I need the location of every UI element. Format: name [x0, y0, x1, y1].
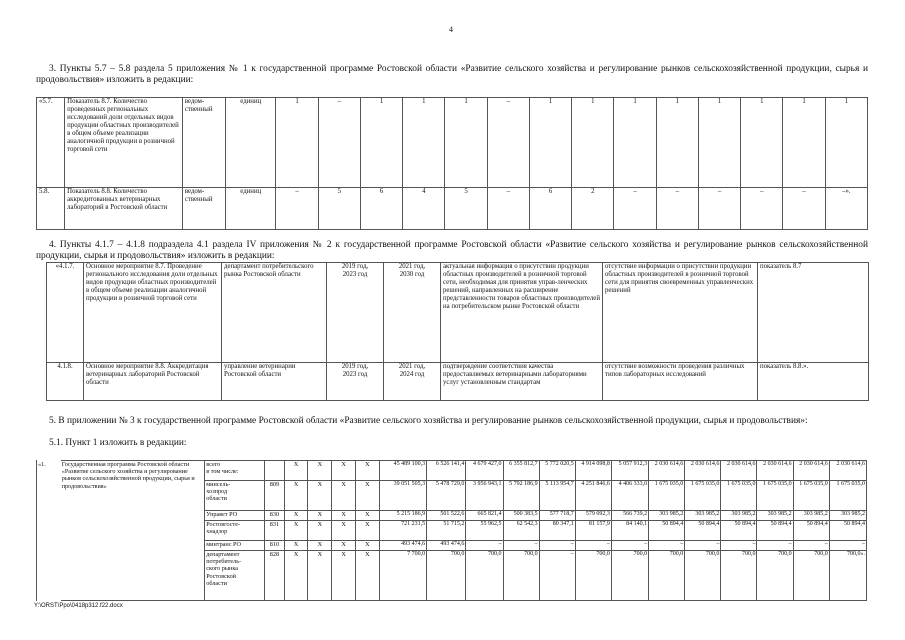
x-cell: X	[308, 481, 332, 511]
amount-cell: 2 030 614,6	[649, 461, 685, 481]
executor: управление ветеринарии Ростовской области	[222, 363, 327, 401]
code-cell: 828	[265, 551, 285, 601]
value-cell: 6	[529, 188, 571, 230]
x-cell: X	[355, 521, 379, 541]
table-row	[37, 98, 868, 188]
indicator-name: Показатель 8.7. Количество проведенных региональных исследований доли отдельных видов продукции областных производителей в общем объеме реализации аналогичной продукции в розничной торговой сети	[65, 98, 183, 188]
amount-cell: 700,0	[685, 551, 721, 601]
amount-cell: 303 985,2	[685, 511, 721, 521]
indicator-type: ведом- ственный	[182, 98, 225, 188]
x-cell: X	[332, 521, 356, 541]
amount-cell: 721 231,5	[379, 521, 426, 541]
row-number: «5.7.	[37, 98, 65, 188]
code-cell: 831	[265, 521, 285, 541]
amount-cell: 500 383,5	[503, 511, 539, 521]
value-cell: 1	[825, 98, 867, 188]
executor: Управет РО	[205, 511, 265, 521]
resources-table	[36, 460, 867, 601]
amount-cell: 39 051 505,3	[379, 481, 426, 511]
code-cell	[265, 461, 285, 481]
event-name: Основное мероприятие 8.8. Аккредитация ветеринарных лабораторий Ростовской области	[84, 363, 222, 401]
value-cell: 1	[529, 98, 571, 188]
event-name: Основное мероприятие 8.7. Проведение регионального исследования доли отдельных видов продукции областных производителей в общем объеме реализации аналогичной продукции в розничной торговой сети	[84, 263, 222, 363]
amount-cell: 303 985,2	[721, 511, 757, 521]
value-cell: 5	[318, 188, 360, 230]
value-cell: –	[656, 188, 698, 230]
row-number: «4.1.7.	[47, 263, 84, 363]
value-cell: 1	[741, 98, 783, 188]
amount-cell: 4 251 846,6	[575, 481, 611, 511]
paragraph-5-1: 5.1. Пункт 1 изложить в редакции:	[49, 438, 187, 448]
amount-cell: 2 030 614,6	[829, 461, 866, 481]
amount-cell: 700,0	[427, 551, 466, 601]
amount-cell: 1 675 035,0	[829, 481, 866, 511]
amount-cell: 50 894,4	[829, 521, 866, 541]
amount-cell: 700,0».	[829, 551, 866, 601]
value-cell: –	[487, 98, 529, 188]
amount-cell: 84 140,1	[611, 521, 648, 541]
amount-cell: 700,0	[611, 551, 648, 601]
amount-cell: 50 894,4	[685, 521, 721, 541]
value-cell: 1	[783, 98, 825, 188]
amount-cell: 81 157,9	[575, 521, 611, 541]
amount-cell: 62 542,3	[503, 521, 539, 541]
amount-cell: 700,0	[575, 551, 611, 601]
row-number: «1.	[37, 461, 61, 601]
x-cell: X	[355, 551, 379, 601]
amount-cell: 5 792 186,9	[503, 481, 539, 511]
amount-cell: 1 675 035,0	[793, 481, 829, 511]
amount-cell: 303 985,2	[649, 511, 685, 521]
value-cell: 1	[403, 98, 445, 188]
amount-cell: 80 347,1	[539, 521, 575, 541]
amount-cell: 4 914 098,8	[575, 461, 611, 481]
amount-cell: –	[611, 541, 648, 551]
amount-cell: 45 489 100,3	[379, 461, 426, 481]
paragraph-3: 3. Пункты 5.7 – 5.8 раздела 5 приложения № 1 к государственной программе Ростовской области «Развитие сельского хозяйства и регулирование рынков сельскохозяйственной продукции, сырья и продовольствия» изложить в редакции:	[36, 64, 868, 85]
value-cell: 1	[572, 98, 614, 188]
x-cell: X	[355, 541, 379, 551]
indicators-table	[36, 97, 868, 230]
amount-cell: 700,0	[649, 551, 685, 601]
x-cell: X	[332, 481, 356, 511]
amount-cell: –	[757, 541, 793, 551]
value-cell: –».	[825, 188, 867, 230]
amount-cell: 700,0	[466, 551, 503, 601]
expected-result: актуальная информация о присутствии продукции областных производителей в розничной торговой сети, необходимая для принятия управ-ленческих решений, направленных на расширение представленности товаров областных производителей на потребительском рынке Ростовской области	[441, 263, 603, 363]
amount-cell: –	[466, 541, 503, 551]
code-cell: 830	[265, 511, 285, 521]
value-cell: –	[614, 188, 656, 230]
executor: минтранс РО	[205, 541, 265, 551]
amount-cell: 1 675 035,0	[649, 481, 685, 511]
amount-cell: 55 962,5	[466, 521, 503, 541]
amount-cell: 700,0	[721, 551, 757, 601]
value-cell: 1	[360, 98, 402, 188]
x-cell: X	[284, 461, 308, 481]
executor: департамент потребитель- ского рынка Ростовской области	[205, 551, 265, 601]
indicator-type: ведом- ственный	[182, 188, 225, 230]
amount-cell: 50 894,4	[721, 521, 757, 541]
amount-cell: –	[649, 541, 685, 551]
amount-cell: 50 894,4	[793, 521, 829, 541]
x-cell: X	[355, 511, 379, 521]
x-cell: X	[332, 541, 356, 551]
amount-cell: 6 355 812,7	[503, 461, 539, 481]
amount-cell: –	[793, 541, 829, 551]
table-row	[47, 263, 869, 363]
amount-cell: –	[575, 541, 611, 551]
x-cell: X	[308, 551, 332, 601]
amount-cell: 5 772 020,5	[539, 461, 575, 481]
amount-cell: 50 894,4	[757, 521, 793, 541]
table-row	[37, 461, 867, 481]
value-cell: –	[487, 188, 529, 230]
code-cell: 809	[265, 481, 285, 511]
amount-cell: 6 526 141,4	[427, 461, 466, 481]
amount-cell: 1 675 035,0	[685, 481, 721, 511]
table-row	[47, 363, 869, 401]
value-cell: 1	[656, 98, 698, 188]
x-cell: X	[308, 511, 332, 521]
value-cell: –	[276, 188, 318, 230]
x-cell: X	[332, 551, 356, 601]
amount-cell: 2 030 614,6	[757, 461, 793, 481]
value-cell: 1	[614, 98, 656, 188]
x-cell: X	[308, 541, 332, 551]
table-row	[37, 188, 868, 230]
end-year: 2021 год, 2030 год	[384, 263, 441, 363]
x-cell: X	[355, 481, 379, 511]
value-cell: 1	[698, 98, 740, 188]
x-cell: X	[284, 511, 308, 521]
start-year: 2019 год, 2023 год	[327, 363, 384, 401]
x-cell: X	[284, 481, 308, 511]
page-number: 4	[449, 25, 453, 34]
indicator-link: показатель 8.8.».	[758, 363, 869, 401]
amount-cell: –	[721, 541, 757, 551]
amount-cell: 493 474,6	[379, 541, 426, 551]
amount-cell: 4 406 333,0	[611, 481, 648, 511]
value-cell: 6	[360, 188, 402, 230]
file-path-footer: Y:\ORST\Ppo\0418p312.f22.docx	[34, 603, 123, 609]
amount-cell: 50 894,4	[649, 521, 685, 541]
amount-cell: –	[503, 541, 539, 551]
paragraph-4: 4. Пункты 4.1.7 – 4.1.8 подраздела 4.1 раздела IV приложения № 2 к государственной программе Ростовской области «Развитие сельского хозяйства и регулирование рынков сельскохозяйственной продукции, сырья и продовольствия» изложить в редакции:	[36, 240, 868, 261]
amount-cell: 2 030 614,6	[793, 461, 829, 481]
amount-cell: 3 956 943,1	[466, 481, 503, 511]
amount-cell: 566 739,2	[611, 511, 648, 521]
amount-cell: 4 679 427,0	[466, 461, 503, 481]
amount-cell: 579 092,3	[575, 511, 611, 521]
consequence: отсутствие информации о присутствии продукции областных производителей в розничной торговой сети для принятия своевременных управленческих решений	[603, 263, 758, 363]
x-cell: X	[332, 511, 356, 521]
amount-cell: 577 718,7	[539, 511, 575, 521]
amount-cell: 7 700,0	[379, 551, 426, 601]
amount-cell: –	[539, 541, 575, 551]
x-cell: X	[308, 461, 332, 481]
x-cell: X	[284, 551, 308, 601]
row-number: 5.8.	[37, 188, 65, 230]
amount-cell: –	[685, 541, 721, 551]
amount-cell: 51 715,2	[427, 521, 466, 541]
amount-cell: 2 030 614,6	[685, 461, 721, 481]
unit-cell: единиц	[226, 98, 276, 188]
value-cell: –	[698, 188, 740, 230]
amount-cell: 5 478 729,0	[427, 481, 466, 511]
amount-cell: 700,0	[503, 551, 539, 601]
amount-cell: 700,0	[757, 551, 793, 601]
indicator-name: Показатель 8.8. Количество аккредитованных ветеринарных лабораторий в Ростовской области	[65, 188, 183, 230]
executor: всего в том числе:	[205, 461, 265, 481]
start-year: 2019 год, 2023 год	[327, 263, 384, 363]
x-cell: X	[355, 461, 379, 481]
code-cell: 810	[265, 541, 285, 551]
indicator-link: показатель 8.7	[758, 263, 869, 363]
value-cell: 1	[445, 98, 487, 188]
program-name: Государственная программа Ростовской области «Развитие сельского хозяйства и регулирование рынков сельскохозяйственной продукции, сырья и продовольствия»	[60, 461, 205, 601]
expected-result: подтверждение соответствия качества предоставляемых ветеринарными лабораториями услуг установленным стандартам	[441, 363, 603, 401]
executor: Ростовгосте- хнадзор	[205, 521, 265, 541]
value-cell: –	[783, 188, 825, 230]
row-number: 4.1.8.	[47, 363, 84, 401]
amount-cell: 5 113 954,7	[539, 481, 575, 511]
x-cell: X	[308, 521, 332, 541]
paragraph-5: 5. В приложении № 3 к государственной программе Ростовской области «Развитие сельского хозяйства и регулирование рынков сельскохозяйственной продукции, сырья и продовольствия»:	[49, 416, 808, 426]
value-cell: 5	[445, 188, 487, 230]
value-cell: 4	[403, 188, 445, 230]
amount-cell: –	[539, 551, 575, 601]
amount-cell: 303 985,2	[829, 511, 866, 521]
amount-cell: 303 985,2	[793, 511, 829, 521]
executor: минсель- хозпрод области	[205, 481, 265, 511]
x-cell: X	[332, 461, 356, 481]
amount-cell: 5 057 912,3	[611, 461, 648, 481]
amount-cell: 700,0	[793, 551, 829, 601]
amount-cell: 5 215 186,9	[379, 511, 426, 521]
amount-cell: 1 675 035,0	[757, 481, 793, 511]
end-year: 2021 год, 2024 год	[384, 363, 441, 401]
events-table	[46, 262, 869, 401]
value-cell: –	[318, 98, 360, 188]
amount-cell: 303 985,2	[757, 511, 793, 521]
value-cell: –	[741, 188, 783, 230]
consequence: отсутствие возможности проведения различных типов лабораторных исследований	[603, 363, 758, 401]
amount-cell: –	[829, 541, 866, 551]
x-cell: X	[284, 521, 308, 541]
unit-cell: единиц	[226, 188, 276, 230]
amount-cell: 2 030 614,6	[721, 461, 757, 481]
amount-cell: 501 522,6	[427, 511, 466, 521]
value-cell: 2	[572, 188, 614, 230]
amount-cell: 493 474,6	[427, 541, 466, 551]
amount-cell: 665 821,4	[466, 511, 503, 521]
executor: департамент потребительского рынка Ростовской области	[222, 263, 327, 363]
value-cell: 1	[276, 98, 318, 188]
x-cell: X	[284, 541, 308, 551]
amount-cell: 1 675 035,0	[721, 481, 757, 511]
